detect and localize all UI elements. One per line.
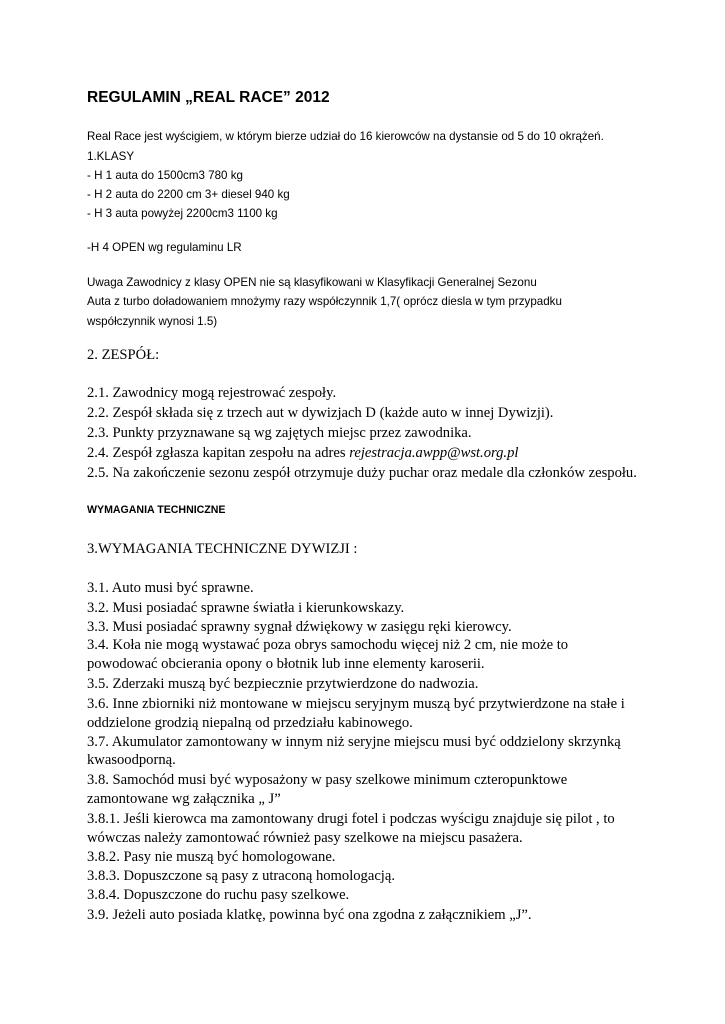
rule-line: 3.2. Musi posiadać sprawne światła i kierunkowskazy. (87, 600, 405, 616)
klasa-line: - H 1 auta do 1500cm3 780 kg (87, 169, 243, 182)
klasa-line: - H 3 auta powyżej 2200cm3 1100 kg (87, 207, 278, 220)
rule-line: 3.8.1. Jeśli kierowca ma zamontowany drugi fotel i podczas wyścigu znajduje się pilot , to (87, 811, 615, 827)
zespol-heading: 2. ZESPÓŁ: (87, 347, 160, 363)
zespol-rule: 2.1. Zawodnicy mogą rejestrować zespoły. (87, 385, 337, 401)
turbo-note: Auta z turbo doładowaniem mnożymy razy współczynnik 1,7( oprócz diesla w tym przypadku (87, 295, 562, 308)
klasy-heading: 1.KLASY (87, 150, 135, 163)
rule-line: kwasoodporną. (87, 752, 176, 768)
klasa-h4-line: -H 4 OPEN wg regulaminu LR (87, 241, 242, 254)
intro-paragraph: Real Race jest wyścigiem, w którym bierze udział do 16 kierowców na dystansie od 5 do 10 okrążeń. (87, 130, 604, 143)
rule-line: 3.5. Zderzaki muszą być bezpiecznie przytwierdzone do nadwozia. (87, 676, 479, 692)
wymagania-heading: 3.WYMAGANIA TECHNICZNE DYWIZJI : (87, 541, 358, 557)
zespol-rule-email (87, 445, 518, 462)
zespol-rule-text: 2.4. Zespół zgłasza kapitan zespołu na adres (87, 445, 350, 461)
rule-line: 3.8.4. Dopuszczone do ruchu pasy szelkowe. (87, 887, 350, 903)
rule-line: oddzielone grodzią niepalną od przedziału kabinowego. (87, 715, 413, 731)
rule-line: 3.1. Auto musi być sprawne. (87, 580, 254, 596)
wymagania-small-heading: WYMAGANIA TECHNICZNE (87, 504, 226, 516)
zespol-rule: 2.3. Punkty przyznawane są wg zajętych miejsc przez zawodnika. (87, 425, 472, 441)
email-address: rejestracja.awpp@wst.org.pl (349, 445, 519, 461)
zespol-rule: 2.5. Na zakończenie sezonu zespół otrzymuje duży puchar oraz medale dla członków zespołu. (87, 465, 637, 481)
rule-line: 3.3. Musi posiadać sprawny sygnał dźwiękowy w zasięgu ręki kierowcy. (87, 619, 512, 635)
rule-line: wówczas należy zamontować również pasy szelkowe na miejscu pasażera. (87, 830, 523, 846)
document-title: REGULAMIN „REAL RACE” 2012 (87, 89, 330, 106)
rule-line: 3.8. Samochód musi być wyposażony w pasy szelkowe minimum czteropunktowe (87, 772, 568, 788)
rule-line: 3.8.2. Pasy nie muszą być homologowane. (87, 849, 336, 865)
zespol-rule: 2.2. Zespół składa się z trzech aut w dywizjach D (każde auto w innej Dywizji). (87, 405, 554, 421)
rule-line: 3.9. Jeżeli auto posiada klatkę, powinna być ona zgodna z załącznikiem „J”. (87, 907, 532, 923)
rule-line: 3.4. Koła nie mogą wystawać poza obrys samochodu więcej niż 2 cm, nie może to (87, 637, 569, 653)
klasa-line: - H 2 auta do 2200 cm 3+ diesel 940 kg (87, 188, 290, 201)
rule-line: zamontowane wg załącznika „ J” (87, 791, 281, 807)
rule-line: 3.7. Akumulator zamontowany w innym niż seryjne miejscu musi być oddzielony skrzynką (87, 734, 621, 750)
rule-line: 3.8.3. Dopuszczone są pasy z utraconą homologacją. (87, 868, 395, 884)
rule-line: 3.6. Inne zbiorniki niż montowane w miejscu seryjnym muszą być przytwierdzone na stałe i (87, 696, 625, 712)
rule-line: powodować obcierania opony o błotnik lub inne elementy karoserii. (87, 656, 485, 672)
uwaga-note: Uwaga Zawodnicy z klasy OPEN nie są klasyfikowani w Klasyfikacji Generalnej Sezonu (87, 276, 537, 289)
turbo-note-continued: współczynnik wynosi 1.5) (87, 315, 218, 328)
